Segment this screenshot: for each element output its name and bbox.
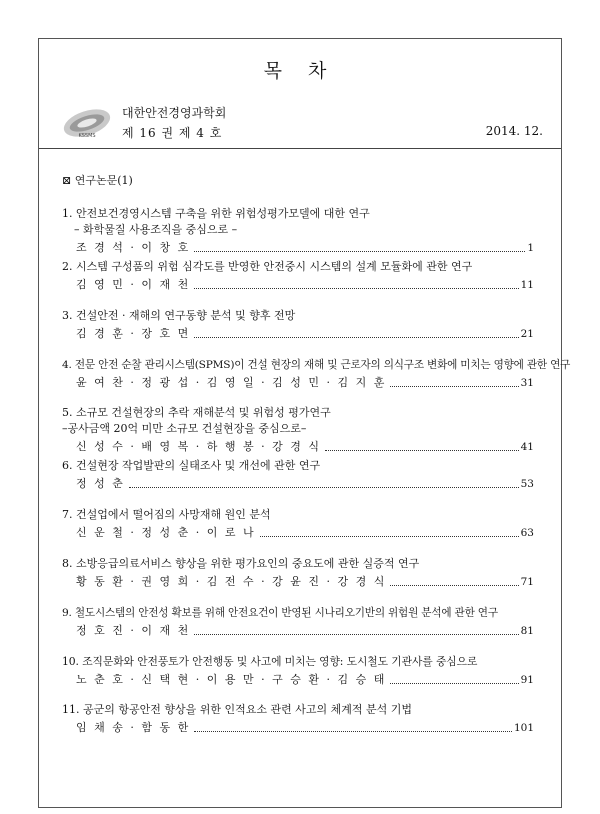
entry-authors: 조 경 석 · 이 창 호: [76, 241, 191, 254]
entry-authors: 신 운 철 · 정 성 춘 · 이 로 나: [76, 526, 256, 540]
dot-leader: [194, 634, 518, 635]
entry-page: 91: [520, 673, 534, 686]
entry-authors: 노 춘 호 · 신 택 현 · 이 용 만 · 구 승 환 · 김 승 태: [76, 672, 387, 686]
entry-authors: 신 성 수 · 배 영 복 · 하 행 봉 · 강 경 식: [76, 440, 321, 454]
entry-subtitle: –공사금액 20억 미만 소규모 건설현장을 중심으로–: [62, 422, 307, 436]
entry-page: 63: [520, 527, 534, 540]
entry-page: 21: [520, 327, 534, 340]
toc-entry[interactable]: [62, 458, 534, 507]
dot-leader: [260, 536, 519, 537]
entry-authors: 윤 여 찬 · 정 광 섭 · 김 영 일 · 김 성 민 · 김 지 훈: [76, 375, 387, 389]
dot-leader: [194, 337, 518, 338]
entry-title: 9. 철도시스템의 안전성 확보를 위해 안전요건이 반영된 시나리오기반의 위험원 분석에 관한 연구: [62, 606, 498, 619]
dot-leader: [194, 288, 518, 289]
entry-authors: 김 영 민 · 이 재 천: [76, 278, 191, 291]
entry-title: 8. 소방응급의료서비스 향상을 위한 평가요인의 중요도에 관한 실증적 연구: [62, 556, 420, 570]
entry-authors: 정 호 진 · 이 재 천: [76, 623, 191, 637]
entry-page: 53: [520, 478, 534, 491]
entry-title: 6. 건설현장 작업발판의 실태조사 및 개선에 관한 연구: [62, 459, 321, 473]
section-heading: ⊠ 연구논문(1): [62, 174, 133, 187]
issue-date: 2014. 12.: [485, 124, 543, 138]
entry-page: 11: [520, 279, 534, 291]
toc-entry[interactable]: [62, 556, 534, 605]
dot-leader: [194, 251, 525, 252]
page-title: 목 차: [263, 60, 337, 82]
toc-entry[interactable]: [62, 605, 534, 654]
toc-entry[interactable]: [62, 507, 534, 556]
entry-title: 11. 공군의 항공안전 향상을 위한 인적요소 관련 사고의 체계적 분석 기법: [62, 703, 412, 717]
toc-entry[interactable]: [62, 308, 534, 357]
volume-issue: 제 16 권 제 4 호: [122, 126, 223, 140]
toc-entry[interactable]: [62, 654, 534, 703]
entry-page: 81: [520, 624, 534, 637]
entry-authors: 임 채 송 · 함 동 한: [76, 721, 191, 735]
entry-title: 7. 건설업에서 떨어짐의 사망재해 원인 분석: [62, 508, 271, 522]
entry-subtitle: – 화학물질 사용조직을 중심으로 –: [74, 223, 238, 236]
dot-leader: [129, 487, 519, 488]
entry-page: 1: [527, 242, 534, 254]
society-logo: [61, 106, 113, 140]
entry-page: 41: [520, 441, 534, 454]
entry-title: 2. 시스템 구성품의 위험 심각도를 반영한 안전중시 시스템의 설계 모듈화에 관한 연구: [62, 260, 473, 273]
dot-leader: [325, 450, 519, 451]
entry-page: 71: [520, 575, 534, 588]
toc-entry[interactable]: [62, 259, 534, 308]
entry-authors: 정 성 춘: [76, 477, 125, 491]
dot-leader: [390, 585, 518, 586]
toc-entry[interactable]: [62, 405, 534, 458]
toc-list: [62, 206, 571, 751]
toc-entry[interactable]: [62, 206, 534, 259]
entry-authors: 김 경 훈 · 장 호 면: [76, 326, 191, 340]
entry-title: 1. 안전보건경영시스템 구축을 위한 위험성평가모델에 대한 연구: [62, 207, 370, 220]
logo-text: KSSMS: [78, 133, 96, 139]
dot-leader: [390, 683, 518, 684]
entry-title: 5. 소규모 건설현장의 추락 재해분석 및 위험성 평가연구: [62, 406, 331, 420]
entry-title: 4. 전문 안전 순찰 관리시스템(SPMS)이 건설 현장의 재해 및 근로자의 의식구조 변화에 미치는 영향에 관한 연구: [62, 358, 571, 371]
entry-authors: 황 동 환 · 권 영 희 · 김 전 수 · 강 윤 진 · 강 경 식: [76, 574, 387, 588]
entry-title: 3. 건설안전 · 재해의 연구동향 분석 및 향후 전망: [62, 308, 296, 322]
entry-page: 31: [520, 376, 534, 389]
dot-leader: [390, 386, 518, 387]
entry-page: 101: [513, 722, 534, 735]
toc-entry[interactable]: [62, 357, 571, 406]
dot-leader: [194, 731, 512, 732]
entry-title: 10. 조직문화와 안전풍토가 안전행동 및 사고에 미치는 영향: 도시철도 기관사를 중심으로: [62, 654, 478, 668]
header-divider: [39, 148, 561, 149]
toc-entry[interactable]: [62, 702, 534, 751]
society-name: 대한안전경영과학회: [122, 106, 227, 120]
